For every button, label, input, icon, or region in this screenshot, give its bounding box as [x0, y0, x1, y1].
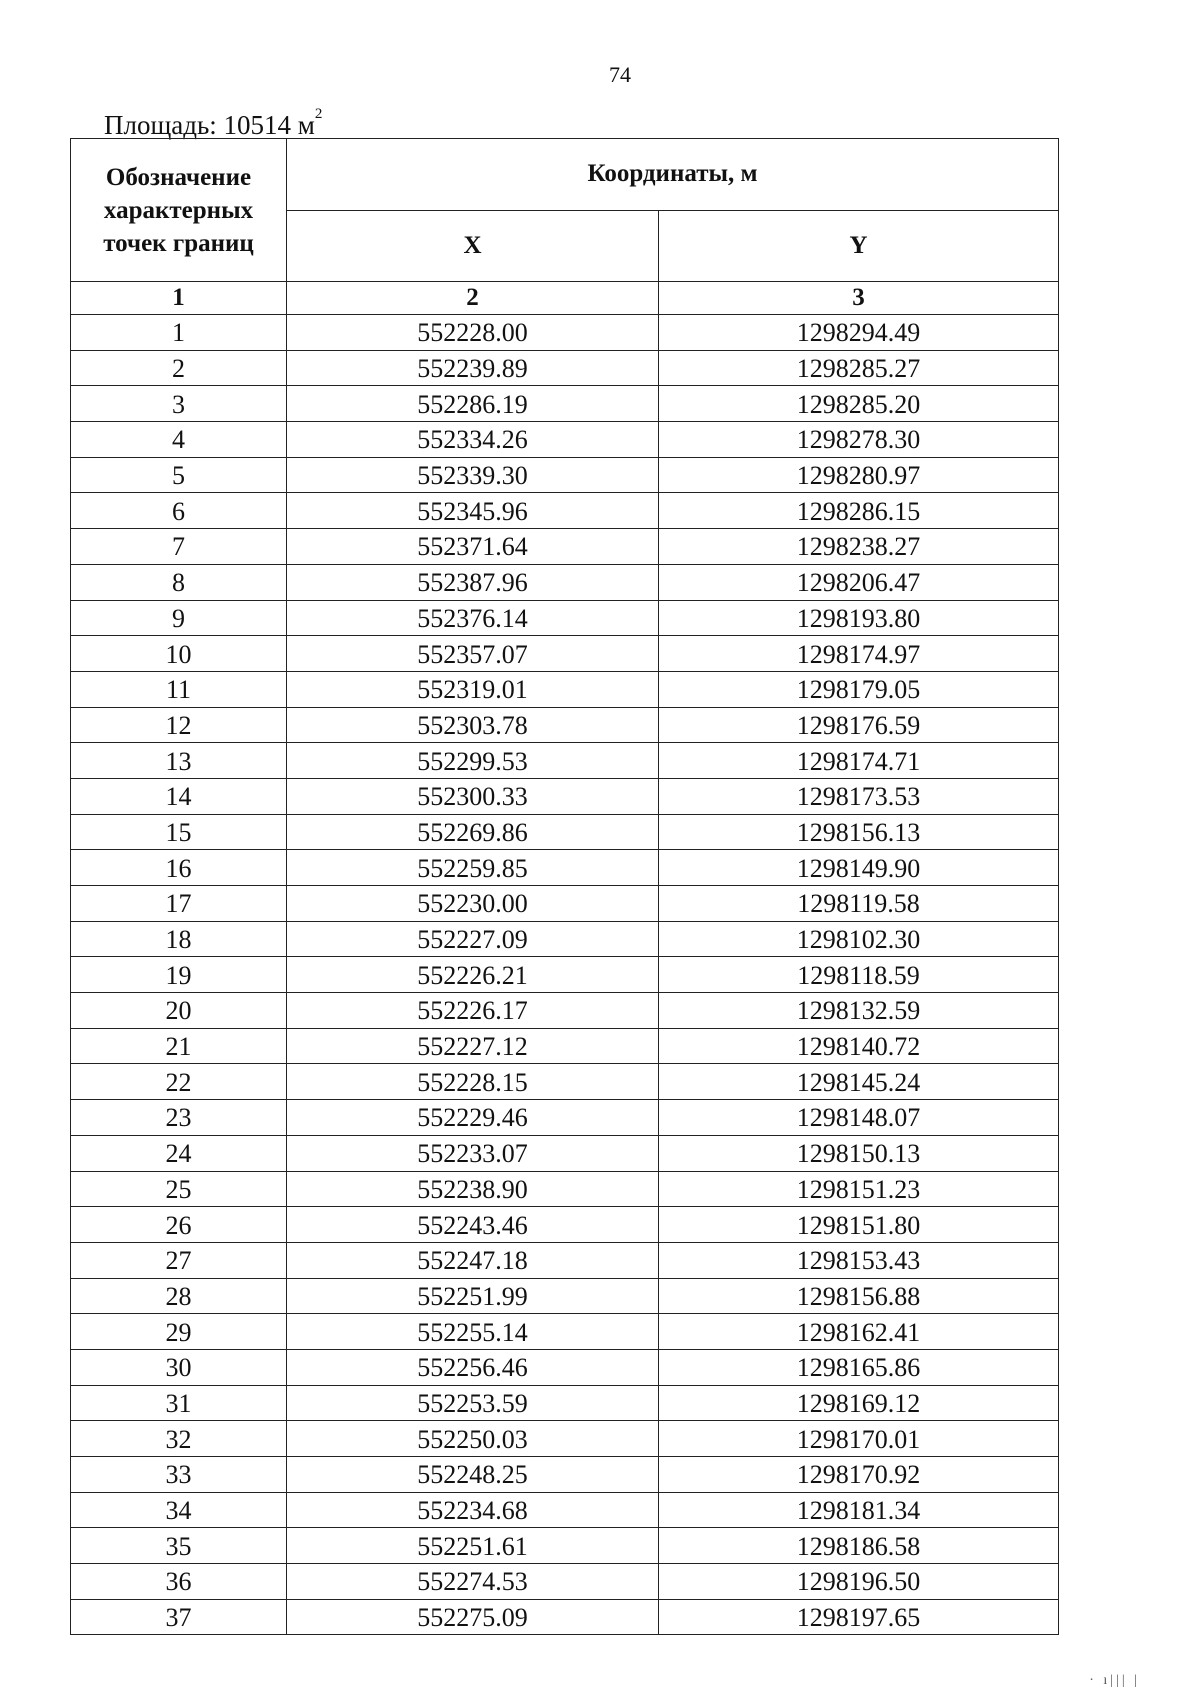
x-coordinate-cell: 552248.25: [287, 1457, 659, 1493]
table-row: [71, 1278, 1059, 1314]
x-coordinate-cell: 552227.12: [287, 1028, 659, 1064]
y-coordinate-cell: 1298285.27: [659, 350, 1059, 386]
y-coordinate-cell: 1298119.58: [659, 886, 1059, 922]
point-number-cell: 4: [71, 422, 287, 458]
point-number-cell: 12: [71, 707, 287, 743]
y-coordinate-cell: 1298174.97: [659, 636, 1059, 672]
column-number: 3: [659, 282, 1059, 315]
x-coordinate-cell: 552387.96: [287, 564, 659, 600]
y-coordinate-cell: 1298102.30: [659, 921, 1059, 957]
table-row: [71, 1457, 1059, 1493]
x-coordinate-cell: 552256.46: [287, 1349, 659, 1385]
point-number-cell: 16: [71, 850, 287, 886]
point-number-cell: 6: [71, 493, 287, 529]
y-coordinate-cell: 1298162.41: [659, 1314, 1059, 1350]
column-number: 2: [287, 282, 659, 315]
x-coordinate-cell: 552230.00: [287, 886, 659, 922]
table-row: [71, 1385, 1059, 1421]
table-row: [71, 1564, 1059, 1600]
x-coordinate-cell: 552229.46: [287, 1100, 659, 1136]
table-row: [71, 1528, 1059, 1564]
table-row: [71, 1064, 1059, 1100]
point-number-cell: 13: [71, 743, 287, 779]
point-number-cell: 2: [71, 350, 287, 386]
table-row: [71, 350, 1059, 386]
y-coordinate-cell: 1298151.23: [659, 1171, 1059, 1207]
y-header: Y: [659, 210, 1059, 282]
point-number-cell: 11: [71, 671, 287, 707]
table-row: [71, 850, 1059, 886]
x-coordinate-cell: 552334.26: [287, 422, 659, 458]
y-coordinate-cell: 1298148.07: [659, 1100, 1059, 1136]
point-number-cell: 8: [71, 564, 287, 600]
coordinates-body: [71, 315, 1059, 1635]
table-row: [71, 707, 1059, 743]
point-number-cell: 28: [71, 1278, 287, 1314]
x-coordinate-cell: 552286.19: [287, 386, 659, 422]
point-number-cell: 29: [71, 1314, 287, 1350]
point-number-cell: 37: [71, 1599, 287, 1635]
y-coordinate-cell: 1298206.47: [659, 564, 1059, 600]
y-coordinate-cell: 1298156.13: [659, 814, 1059, 850]
table-row: [71, 600, 1059, 636]
x-coordinate-cell: 552275.09: [287, 1599, 659, 1635]
point-number-cell: 14: [71, 778, 287, 814]
y-coordinate-cell: 1298181.34: [659, 1492, 1059, 1528]
x-coordinate-cell: 552357.07: [287, 636, 659, 672]
point-number-cell: 23: [71, 1100, 287, 1136]
table-row: [71, 957, 1059, 993]
x-coordinate-cell: 552259.85: [287, 850, 659, 886]
x-coordinate-cell: 552238.90: [287, 1171, 659, 1207]
table-row: [71, 1314, 1059, 1350]
x-coordinate-cell: 552345.96: [287, 493, 659, 529]
point-number-cell: 19: [71, 957, 287, 993]
x-coordinate-cell: 552239.89: [287, 350, 659, 386]
page-number: 74: [609, 62, 631, 87]
x-coordinate-cell: 552233.07: [287, 1135, 659, 1171]
x-coordinate-cell: 552376.14: [287, 600, 659, 636]
x-header: X: [287, 210, 659, 282]
y-coordinate-cell: 1298140.72: [659, 1028, 1059, 1064]
table-row: [71, 671, 1059, 707]
y-coordinate-cell: 1298193.80: [659, 600, 1059, 636]
point-number-cell: 7: [71, 529, 287, 565]
table-row: [71, 457, 1059, 493]
y-coordinate-cell: 1298179.05: [659, 671, 1059, 707]
table-row: [71, 386, 1059, 422]
area-text: Площадь: 10514 м: [104, 110, 315, 140]
point-number-cell: 27: [71, 1242, 287, 1278]
x-coordinate-cell: 552250.03: [287, 1421, 659, 1457]
y-coordinate-cell: 1298285.20: [659, 386, 1059, 422]
y-coordinate-cell: 1298169.12: [659, 1385, 1059, 1421]
point-number-cell: 18: [71, 921, 287, 957]
table-row: [71, 564, 1059, 600]
x-coordinate-cell: 552226.17: [287, 993, 659, 1029]
table-row: [71, 1171, 1059, 1207]
x-coordinate-cell: 552228.15: [287, 1064, 659, 1100]
point-number-cell: 30: [71, 1349, 287, 1385]
x-coordinate-cell: 552251.99: [287, 1278, 659, 1314]
y-coordinate-cell: 1298151.80: [659, 1207, 1059, 1243]
coordinates-header: Координаты, м: [287, 139, 1059, 211]
point-number-cell: 17: [71, 886, 287, 922]
table-row: [71, 422, 1059, 458]
point-number-cell: 3: [71, 386, 287, 422]
y-coordinate-cell: 1298238.27: [659, 529, 1059, 565]
y-coordinate-cell: 1298196.50: [659, 1564, 1059, 1600]
point-number-cell: 21: [71, 1028, 287, 1064]
x-coordinate-cell: 552300.33: [287, 778, 659, 814]
y-coordinate-cell: 1298280.97: [659, 457, 1059, 493]
table-row: [71, 1599, 1059, 1635]
table-row: [71, 1242, 1059, 1278]
area-superscript: 2: [314, 106, 323, 122]
x-coordinate-cell: 552339.30: [287, 457, 659, 493]
y-coordinate-cell: 1298176.59: [659, 707, 1059, 743]
x-coordinate-cell: 552269.86: [287, 814, 659, 850]
table-row: [71, 1028, 1059, 1064]
table-row: [71, 1421, 1059, 1457]
table-row: [71, 493, 1059, 529]
x-coordinate-cell: 552243.46: [287, 1207, 659, 1243]
table-row: [71, 636, 1059, 672]
table-row: [71, 315, 1059, 351]
y-coordinate-cell: 1298118.59: [659, 957, 1059, 993]
y-coordinate-cell: 1298174.71: [659, 743, 1059, 779]
area-label: [104, 106, 323, 141]
point-number-cell: 22: [71, 1064, 287, 1100]
y-coordinate-cell: 1298132.59: [659, 993, 1059, 1029]
x-coordinate-cell: 552255.14: [287, 1314, 659, 1350]
x-coordinate-cell: 552371.64: [287, 529, 659, 565]
y-coordinate-cell: 1298197.65: [659, 1599, 1059, 1635]
point-number-cell: 33: [71, 1457, 287, 1493]
y-coordinate-cell: 1298173.53: [659, 778, 1059, 814]
x-coordinate-cell: 552253.59: [287, 1385, 659, 1421]
table-row: [71, 993, 1059, 1029]
y-coordinate-cell: 1298294.49: [659, 315, 1059, 351]
table-row: [71, 743, 1059, 779]
y-coordinate-cell: 1298145.24: [659, 1064, 1059, 1100]
y-coordinate-cell: 1298278.30: [659, 422, 1059, 458]
column-number-row: [71, 282, 1059, 315]
point-number-cell: 15: [71, 814, 287, 850]
table-row: [71, 1492, 1059, 1528]
y-coordinate-cell: 1298170.01: [659, 1421, 1059, 1457]
point-number-cell: 9: [71, 600, 287, 636]
x-coordinate-cell: 552299.53: [287, 743, 659, 779]
y-coordinate-cell: 1298150.13: [659, 1135, 1059, 1171]
scan-marks: · ı||| |: [1089, 1673, 1140, 1688]
table-row: [71, 1100, 1059, 1136]
y-coordinate-cell: 1298149.90: [659, 850, 1059, 886]
y-coordinate-cell: 1298153.43: [659, 1242, 1059, 1278]
table-row: [71, 1207, 1059, 1243]
point-number-cell: 20: [71, 993, 287, 1029]
table-row: [71, 529, 1059, 565]
table-row: [71, 1349, 1059, 1385]
point-number-cell: 1: [71, 315, 287, 351]
point-number-cell: 5: [71, 457, 287, 493]
table-row: [71, 886, 1059, 922]
coordinates-table: [70, 138, 1059, 1635]
y-coordinate-cell: 1298170.92: [659, 1457, 1059, 1493]
x-coordinate-cell: 552227.09: [287, 921, 659, 957]
x-coordinate-cell: 552226.21: [287, 957, 659, 993]
point-number-cell: 32: [71, 1421, 287, 1457]
table-row: [71, 814, 1059, 850]
y-coordinate-cell: 1298165.86: [659, 1349, 1059, 1385]
x-coordinate-cell: 552228.00: [287, 315, 659, 351]
x-coordinate-cell: 552274.53: [287, 1564, 659, 1600]
point-number-cell: 35: [71, 1528, 287, 1564]
point-number-cell: 36: [71, 1564, 287, 1600]
x-coordinate-cell: 552303.78: [287, 707, 659, 743]
y-coordinate-cell: 1298186.58: [659, 1528, 1059, 1564]
point-number-cell: 24: [71, 1135, 287, 1171]
x-coordinate-cell: 552247.18: [287, 1242, 659, 1278]
column-number: 1: [71, 282, 287, 315]
table-row: [71, 921, 1059, 957]
point-number-cell: 34: [71, 1492, 287, 1528]
point-number-cell: 10: [71, 636, 287, 672]
point-number-cell: 31: [71, 1385, 287, 1421]
table-row: [71, 778, 1059, 814]
x-coordinate-cell: 552319.01: [287, 671, 659, 707]
table-row: [71, 1135, 1059, 1171]
x-coordinate-cell: 552234.68: [287, 1492, 659, 1528]
point-number-cell: 25: [71, 1171, 287, 1207]
point-number-cell: 26: [71, 1207, 287, 1243]
points-header: Обозначение характерных точек границ: [71, 139, 287, 282]
x-coordinate-cell: 552251.61: [287, 1528, 659, 1564]
y-coordinate-cell: 1298286.15: [659, 493, 1059, 529]
y-coordinate-cell: 1298156.88: [659, 1278, 1059, 1314]
